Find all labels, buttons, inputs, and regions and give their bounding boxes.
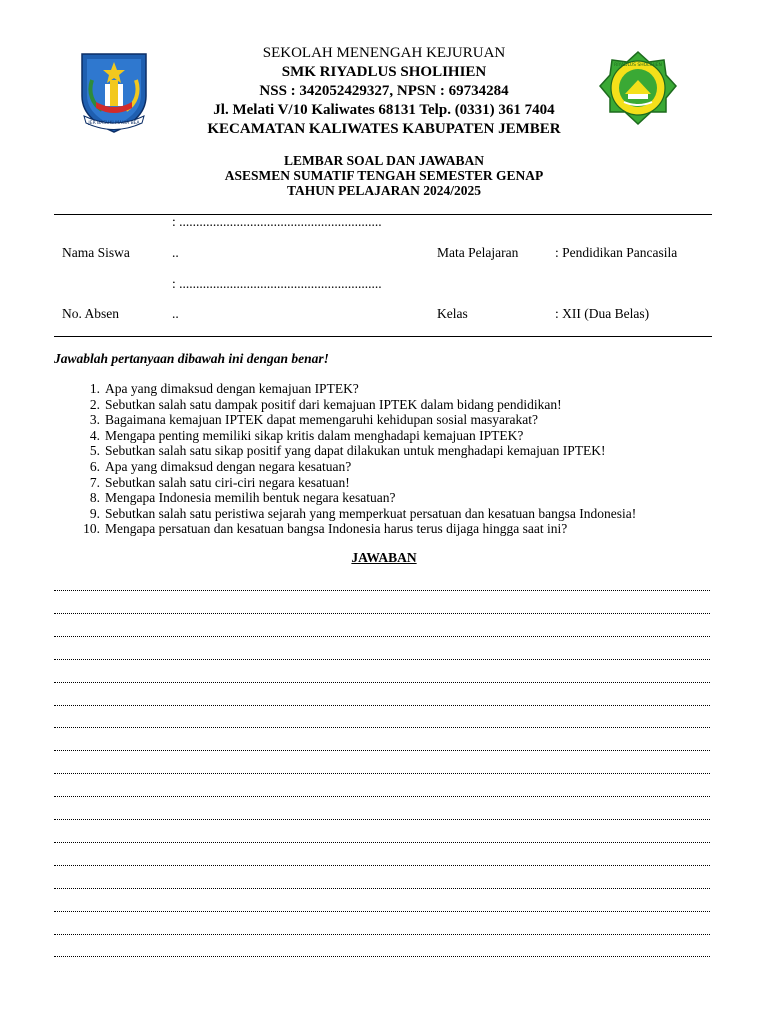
kelas-value: : XII (Dua Belas) [555, 306, 650, 321]
question-item [54, 475, 724, 491]
emblem-ring-text: RIYADLUS SHOLIHIEN [614, 63, 662, 68]
question-text: Sebutkan salah satu sikap positif yang dapat dilakukan untuk menghadapi kemajuan IPTEK! [105, 443, 606, 459]
nama-siswa-label: Nama Siswa [62, 245, 130, 260]
question-number: 2. [89, 396, 100, 412]
school-name: SMK RIYADLUS SHOLIHIEN [281, 64, 487, 80]
question-item [54, 521, 724, 537]
answer-line[interactable] [54, 613, 710, 614]
answer-line[interactable] [54, 773, 710, 774]
question-item [54, 506, 724, 522]
school-emblem-icon [598, 50, 678, 128]
question-text: Mengapa Indonesia memilih bentuk negara kesatuan? [105, 490, 396, 506]
answer-line[interactable] [54, 705, 710, 706]
question-number: 5. [89, 443, 100, 459]
no-absen-label: No. Absen [62, 306, 119, 321]
answer-line[interactable] [54, 796, 710, 797]
answer-line[interactable] [54, 750, 710, 751]
question-number: 1. [89, 381, 100, 396]
nama-fill-bottom[interactable]: .. [172, 245, 179, 260]
answer-line[interactable] [54, 590, 710, 591]
answer-line[interactable] [54, 934, 710, 935]
question-item [54, 459, 724, 475]
jawa-timur-emblem-icon [76, 50, 152, 134]
document-title [150, 153, 618, 198]
question-text: Sebutkan salah satu peristiwa sejarah yang memperkuat persatuan dan kesatuan bangsa Indonesia! [105, 505, 637, 521]
title-line-1: LEMBAR SOAL DAN JAWABAN [284, 153, 484, 168]
answer-line[interactable] [54, 682, 710, 683]
kelas-label: Kelas [437, 306, 468, 321]
title-line-3: TAHUN PELAJARAN 2024/2025 [286, 183, 481, 198]
question-item [54, 443, 724, 459]
answer-line[interactable] [54, 888, 710, 889]
answer-line[interactable] [54, 819, 710, 820]
school-address: Jl. Melati V/10 Kaliwates 68131 Telp. (0331) 361 7404 [213, 102, 555, 118]
instruction: Jawablah pertanyaan dibawah ini dengan benar! [54, 351, 329, 366]
question-text: Bagaimana kemajuan IPTEK dapat memengaruhi kehidupan sosial masyarakat? [105, 412, 538, 428]
question-number: 9. [89, 505, 100, 521]
mata-pelajaran-label: Mata Pelajaran [437, 245, 519, 260]
nama-fill-top[interactable]: : ............................................................ [172, 214, 382, 229]
divider-top [54, 214, 712, 215]
question-number: 3. [89, 412, 100, 428]
absen-fill-top[interactable]: : ............................................................ [172, 276, 382, 291]
school-district: KECAMATAN KALIWATES KABUPATEN JEMBER [207, 121, 561, 137]
mata-pelajaran-value: : Pendidikan Pancasila [555, 245, 678, 260]
answer-line[interactable] [54, 911, 710, 912]
question-number: 7. [89, 474, 100, 490]
answer-line[interactable] [54, 636, 710, 637]
answer-line[interactable] [54, 865, 710, 866]
question-text: Sebutkan salah satu ciri-ciri negara kesatuan! [105, 474, 350, 490]
letterhead [170, 44, 598, 139]
question-item [54, 412, 724, 428]
question-item [54, 397, 724, 413]
question-text: Apa yang dimaksud dengan negara kesatuan? [105, 458, 352, 474]
answer-line[interactable] [54, 842, 710, 843]
emblem-banner-text: JER BASUKI MAWA BEA [88, 121, 140, 126]
question-text: Apa yang dimaksud dengan kemajuan IPTEK? [105, 381, 359, 396]
question-item [54, 428, 724, 444]
question-text: Sebutkan salah satu dampak positif dari kemajuan IPTEK dalam bidang pendidikan! [105, 396, 562, 412]
question-number: 10. [83, 521, 100, 537]
title-line-2: ASESMEN SUMATIF TENGAH SEMESTER GENAP [224, 168, 544, 183]
question-item [54, 490, 724, 506]
question-number: 4. [89, 427, 100, 443]
answer-line[interactable] [54, 659, 710, 660]
divider-bottom [54, 336, 712, 337]
absen-fill-bottom[interactable]: .. [172, 306, 179, 321]
question-item [54, 381, 724, 397]
question-list [54, 381, 724, 537]
answer-heading: JAWABAN [351, 550, 417, 565]
answer-line[interactable] [54, 956, 710, 957]
school-level: SEKOLAH MENENGAH KEJURUAN [262, 45, 506, 61]
answer-line[interactable] [54, 727, 710, 728]
question-number: 6. [89, 458, 100, 474]
question-text: Mengapa penting memiliki sikap kritis dalam menghadapi kemajuan IPTEK? [105, 427, 524, 443]
school-ids: NSS : 342052429327, NPSN : 69734284 [259, 83, 509, 99]
question-number: 8. [89, 490, 100, 506]
question-text: Mengapa persatuan dan kesatuan bangsa Indonesia harus terus dijaga hingga saat ini? [105, 521, 568, 537]
